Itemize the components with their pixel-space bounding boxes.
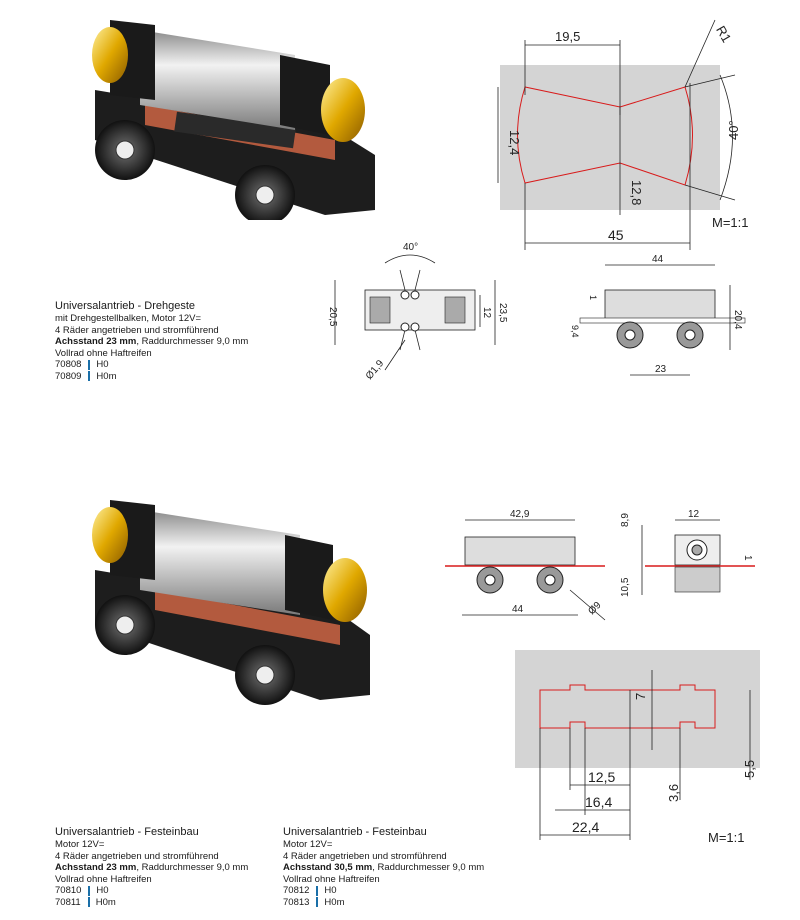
product-description-bogie (55, 300, 305, 382)
bogie-top-drawing (325, 235, 515, 385)
svg-text:40°: 40° (726, 120, 741, 140)
spec-line: Vollrad ohne Haftreifen (55, 347, 152, 359)
svg-text:22,4: 22,4 (572, 819, 600, 835)
article-code-row: 70813 H0m (283, 896, 345, 908)
svg-text:Ø9: Ø9 (586, 599, 604, 618)
spec-line: Achsstand 23 mm, Raddurchmesser 9,0 mm (55, 336, 249, 347)
svg-text:44: 44 (652, 254, 664, 265)
svg-text:20,5: 20,5 (327, 307, 338, 327)
article-code-row: 70808 H0 (55, 359, 109, 370)
svg-text:23,5: 23,5 (497, 303, 508, 323)
svg-text:44: 44 (512, 604, 524, 615)
svg-text:12,4: 12,4 (507, 130, 522, 156)
spec-line: Achsstand 23 mm, Raddurchmesser 9,0 mm (55, 862, 249, 873)
article-code-row: 70811 H0m (55, 896, 116, 908)
article-code-row: 70812 H0 (283, 885, 337, 896)
spec-line: 4 Räder angetrieben und stromführend (55, 850, 219, 862)
spec-line: Achsstand 30,5 mm, Raddurchmesser 9,0 mm (283, 862, 485, 873)
spec-line: Motor 12V= (55, 839, 105, 850)
product-description-fixed-30 (283, 826, 508, 908)
svg-text:12,5: 12,5 (588, 769, 616, 785)
product-description-fixed-23 (55, 826, 280, 908)
svg-text:R1: R1 (713, 23, 735, 45)
fixed-drive-image (85, 490, 385, 710)
svg-text:7: 7 (633, 692, 648, 700)
svg-text:1: 1 (588, 295, 598, 301)
svg-text:5,5: 5,5 (742, 759, 757, 778)
svg-text:Ø1,9: Ø1,9 (363, 358, 387, 382)
product-title: Universalantrieb - Drehgeste (55, 300, 196, 312)
svg-text:42,9: 42,9 (510, 509, 530, 520)
article-code-row: 70809 H0m (55, 370, 117, 382)
svg-text:9,4: 9,4 (570, 325, 580, 338)
spec-line: Vollrad ohne Haftreifen (283, 873, 380, 885)
cutout-drawing-1 (480, 15, 790, 265)
svg-text:19,5: 19,5 (555, 29, 581, 44)
bogie-drive-image (85, 10, 385, 220)
spec-line: 4 Räder angetrieben und stromführend (283, 850, 447, 862)
product-title: Universalantrieb - Festeinbau (55, 826, 199, 838)
svg-text:12: 12 (688, 509, 700, 520)
fixed-front-drawing (620, 505, 790, 610)
spec-line: Vollrad ohne Haftreifen (55, 873, 152, 885)
svg-text:10,5: 10,5 (620, 577, 631, 597)
svg-text:12: 12 (481, 307, 492, 319)
fixed-side-drawing (440, 505, 610, 625)
cutout-drawing-2 (500, 640, 790, 855)
svg-text:16,4: 16,4 (585, 794, 613, 810)
svg-text:1: 1 (742, 555, 753, 561)
svg-text:8,9: 8,9 (620, 513, 631, 527)
svg-text:M=1:1: M=1:1 (712, 215, 749, 230)
svg-text:3,6: 3,6 (666, 783, 681, 802)
spec-line: Motor 12V= (283, 839, 333, 850)
article-code-row: 70810 H0 (55, 885, 109, 896)
spec-line: mit Drehgestellbalken, Motor 12V= (55, 313, 202, 324)
svg-text:23: 23 (655, 364, 667, 375)
bogie-side-drawing (560, 250, 790, 385)
svg-text:M=1:1: M=1:1 (708, 830, 745, 845)
svg-text:40°: 40° (403, 242, 419, 253)
svg-text:20,4: 20,4 (732, 310, 743, 330)
spec-line: 4 Räder angetrieben und stromführend (55, 324, 219, 336)
product-title: Universalantrieb - Festeinbau (283, 826, 427, 838)
svg-text:12,8: 12,8 (629, 180, 644, 206)
svg-text:45: 45 (608, 227, 624, 243)
